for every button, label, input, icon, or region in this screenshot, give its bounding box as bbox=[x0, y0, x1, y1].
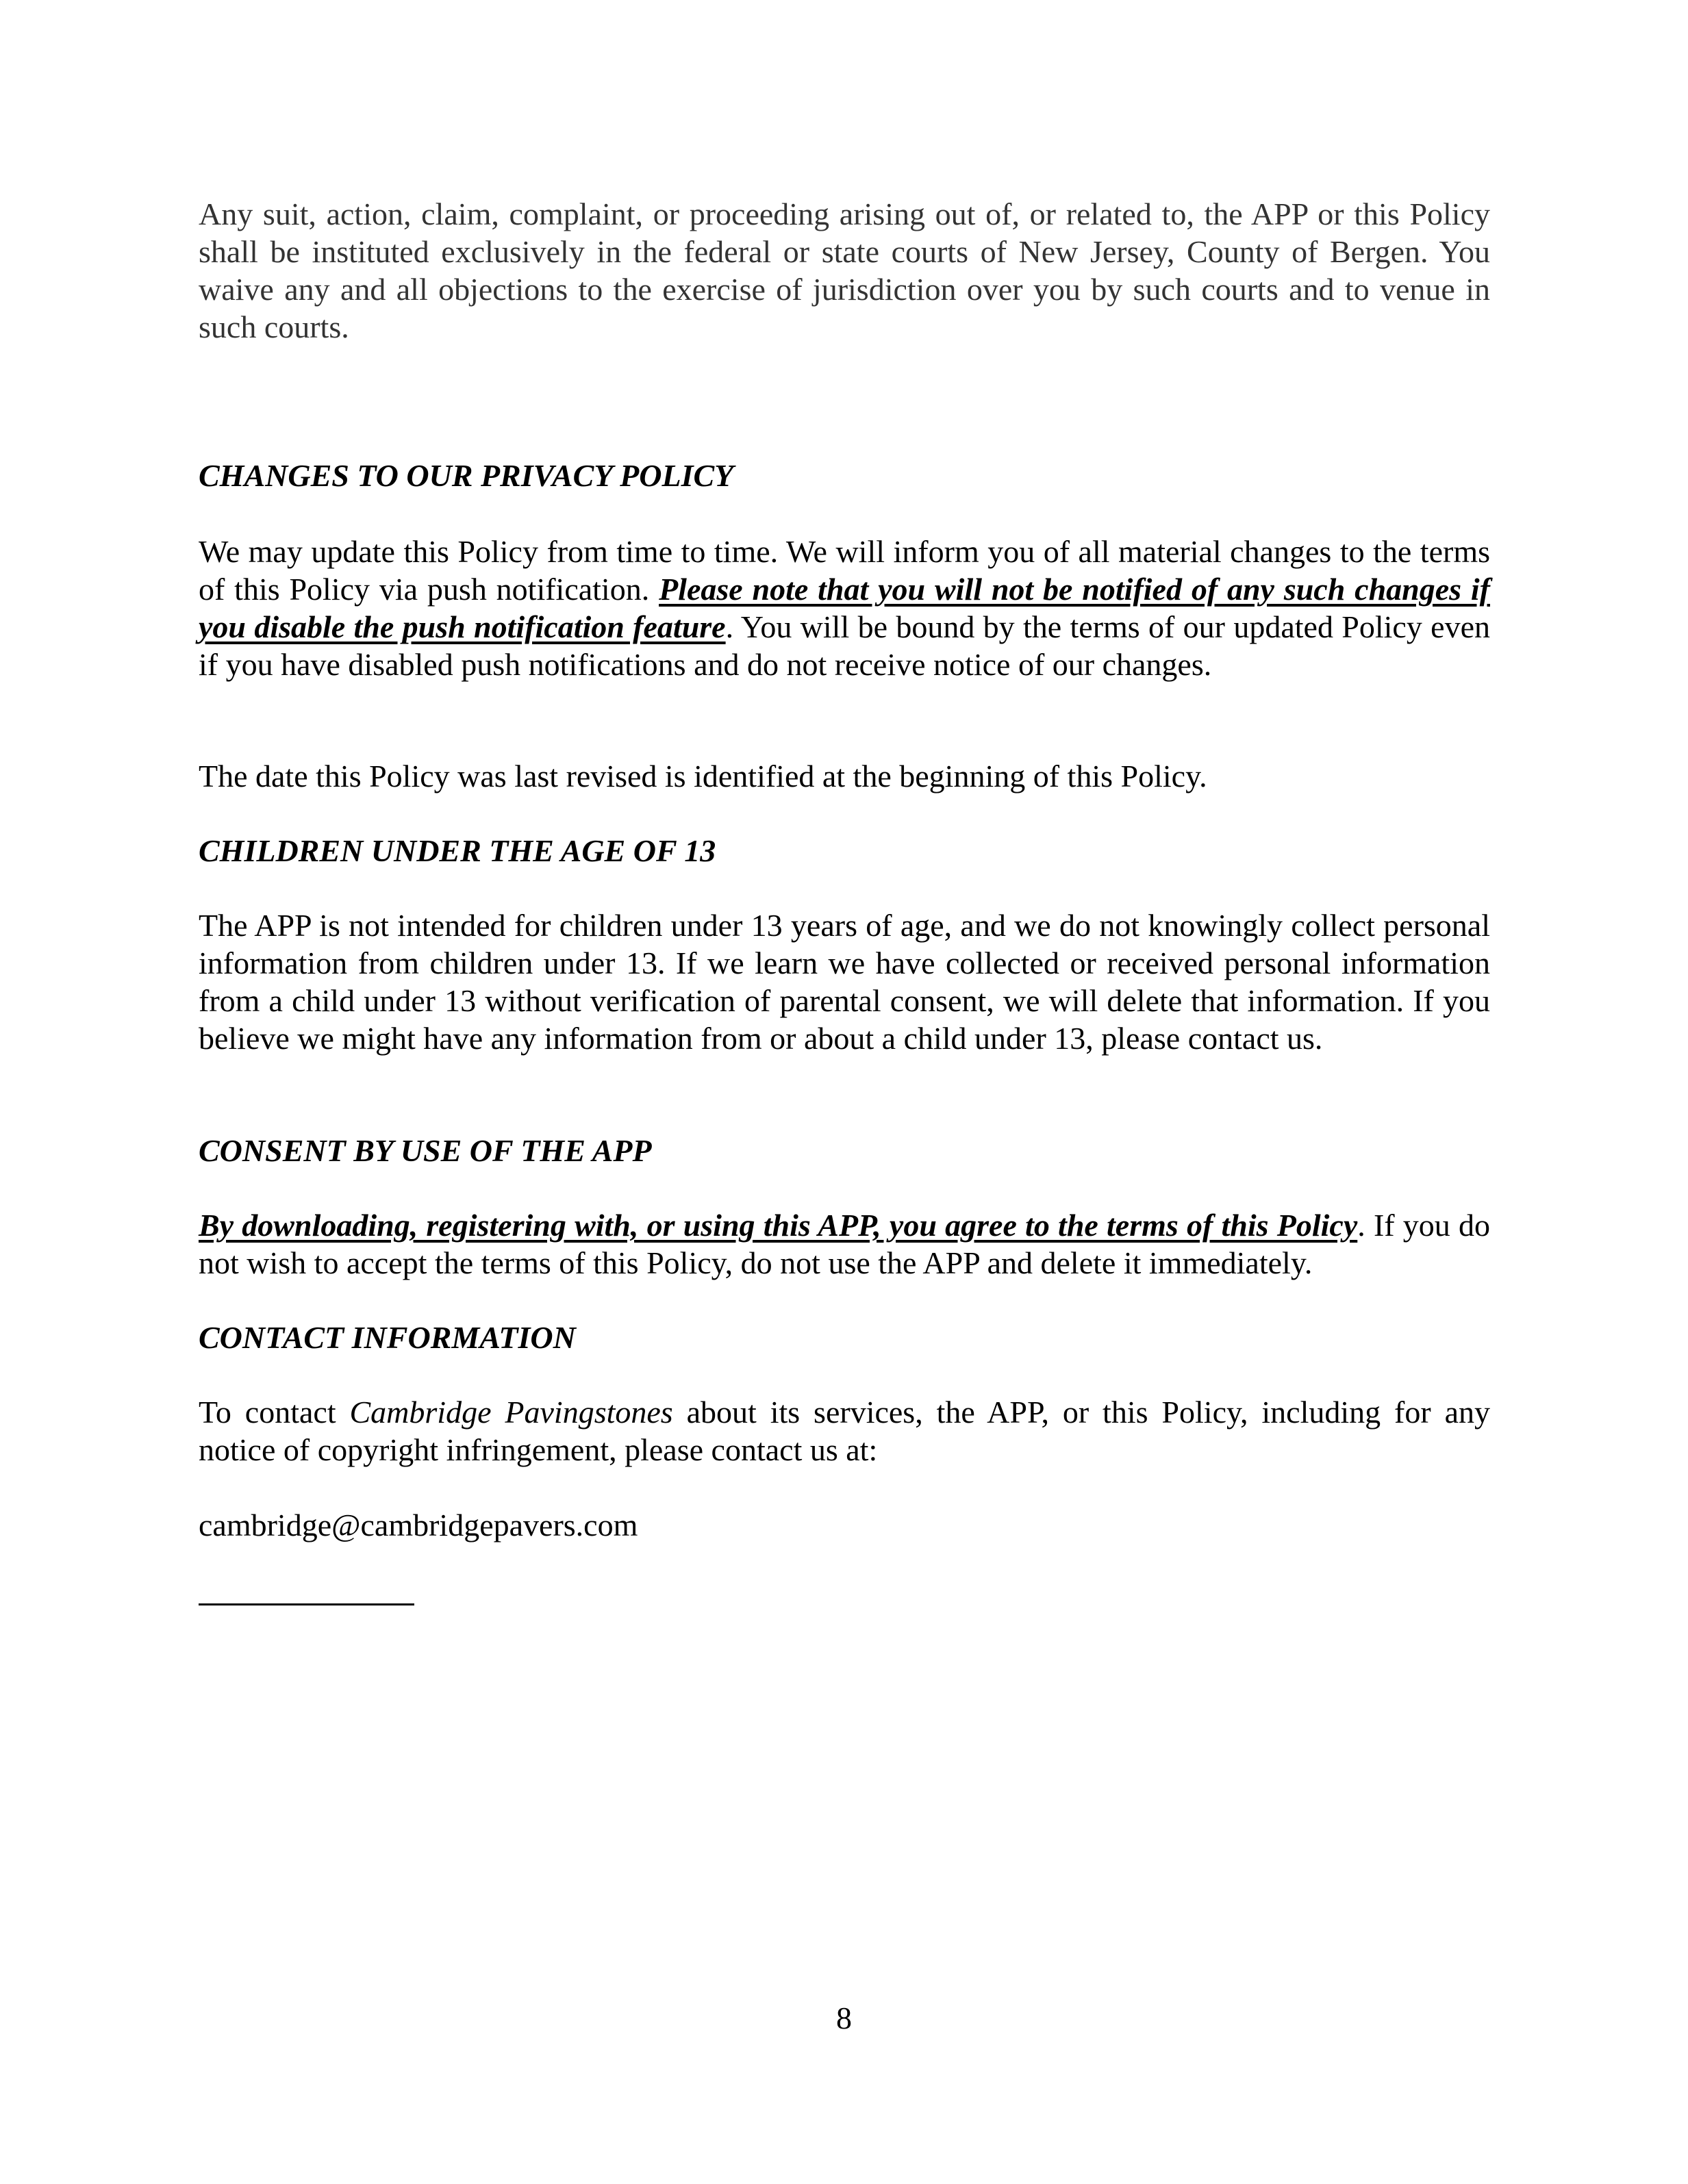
section-heading-changes: CHANGES TO OUR PRIVACY POLICY bbox=[199, 458, 734, 493]
contact-text-before: To contact bbox=[199, 1395, 350, 1430]
jurisdiction-paragraph: Any suit, action, claim, complaint, or proceeding arising out of, or related to, the APP or this Policy shall be instituted exclusively in the federal or state courts of New Jersey, County of Bergen. You waive any and all objections to the exercise of jurisdiction over you by such courts and to venue in such courts. bbox=[199, 196, 1490, 344]
section-heading-children: CHILDREN UNDER THE AGE OF 13 bbox=[199, 833, 716, 868]
consent-text-after: . If you do not wish to accept the terms of this Policy, do not use the APP and delete it immediately. bbox=[199, 1208, 1491, 1280]
changes-text-before: We may update this Policy from time to time. We will inform you of all material changes to the terms of this Policy via push notification. bbox=[199, 534, 1490, 607]
section-heading-consent: CONSENT BY USE OF THE APP bbox=[199, 1133, 652, 1168]
changes-paragraph bbox=[199, 533, 1490, 683]
consent-statement: By downloading, registering with, or using this APP, you agree to the terms of this Policy bbox=[199, 1208, 1358, 1243]
section-heading-contact: CONTACT INFORMATION bbox=[199, 1320, 576, 1355]
footnote-separator bbox=[199, 1603, 414, 1605]
company-name: Cambridge Pavingstones bbox=[349, 1395, 673, 1430]
consent-paragraph bbox=[199, 1206, 1490, 1282]
contact-text-after: about its services, the APP, or this Policy, including for any notice of copyright infringement, please contact us at: bbox=[199, 1395, 1490, 1467]
contact-paragraph bbox=[199, 1393, 1490, 1469]
page-number: 8 bbox=[836, 2001, 852, 2035]
contact-email[interactable]: cambridge@cambridgepavers.com bbox=[199, 1508, 638, 1542]
changes-text-after: . You will be bound by the terms of our updated Policy even if you have disabled push notifications and do not receive notice of our changes. bbox=[199, 609, 1490, 682]
revision-date-paragraph: The date this Policy was last revised is identified at the beginning of this Policy. bbox=[199, 759, 1207, 793]
push-notification-warning: Please note that you will not be notified of any such changes if you disable the push notification feature bbox=[199, 572, 1490, 644]
children-paragraph: The APP is not intended for children under 13 years of age, and we do not knowingly collect personal information from children under 13. If we learn we have collected or received personal information from a child under 13 without verification of parental consent, we will delete that information. If you believe we might have any information from or about a child under 13, please contact us. bbox=[199, 908, 1490, 1056]
